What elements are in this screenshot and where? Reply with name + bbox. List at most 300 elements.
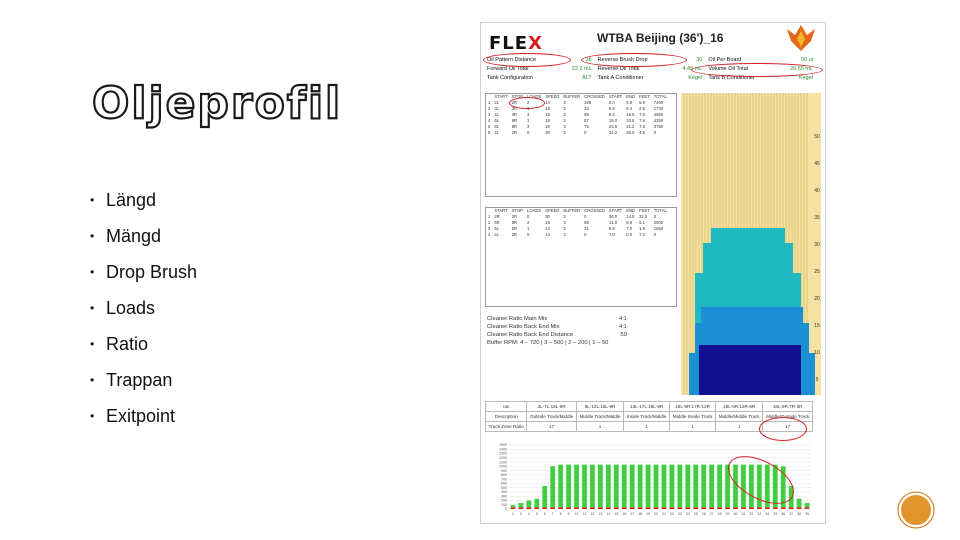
table-cell: 0 [584, 214, 587, 219]
table-cell: 14 [545, 232, 550, 237]
table-cell: 3 [488, 226, 491, 231]
bar-segment [630, 465, 635, 508]
table-cell: 30 [545, 214, 550, 219]
table-cell: 3 [563, 220, 566, 225]
table-cell: TOTAL [653, 208, 667, 213]
annotation-oval-ratio [759, 417, 807, 441]
table-cell: 3 [488, 112, 491, 117]
table-cell: TOTAL [653, 94, 667, 99]
zone-cell: 18L-9R:12R-8R [716, 402, 763, 412]
table-cell: 75 [584, 124, 589, 129]
x-tick-label: 11 [582, 512, 587, 516]
bar-segment [511, 507, 516, 509]
table-cell: 3 [563, 214, 566, 219]
bar-segment [582, 507, 587, 509]
bar-segment [590, 507, 595, 509]
y-tick-label: 1200 [499, 456, 507, 460]
x-tick-label: 25 [693, 512, 698, 516]
table-cell: 33 [584, 106, 589, 111]
bar-segment [765, 507, 770, 509]
ratio-label: Cleaner Ratio Back End Mix [487, 324, 560, 330]
table-cell: 18 [545, 112, 550, 117]
buffer-rpm: Buffer RPM: 4 – 720 | 3 – 500 | 2 – 200 | 1 – 50 [487, 340, 609, 346]
table-cell: END [626, 94, 636, 99]
table-cell: CROSSED [584, 94, 605, 99]
table-cell: 4 [488, 118, 491, 123]
table-cell: 16.0 [626, 112, 635, 117]
bar-segment [566, 465, 571, 508]
bar-segment [606, 465, 611, 508]
y-tick-label: 1400 [499, 447, 507, 452]
y-tick-label: 0 [505, 507, 507, 512]
x-tick-label: 24 [685, 512, 690, 516]
bar-segment [662, 465, 667, 508]
bar-segment [511, 505, 516, 507]
bar-segment [717, 507, 722, 509]
table-cell: 3 [563, 130, 566, 135]
bar-segment [534, 499, 539, 508]
table-cell: END [626, 208, 636, 213]
table-cell: 5.9 [626, 100, 633, 105]
pattern-scale-label: 30 [814, 242, 820, 248]
table-cell: 18 [545, 220, 550, 225]
x-tick-label: 34 [765, 512, 770, 516]
table-cell: 18 [545, 124, 550, 129]
bar-segment [741, 507, 746, 509]
y-tick-label: 900 [501, 468, 507, 473]
info-value: 4.45 mL [682, 66, 703, 72]
reverse-table [486, 208, 669, 238]
y-tick-label: 100 [501, 502, 507, 507]
cleaner-ratios [487, 315, 675, 347]
table-cell: 4.8 [639, 130, 645, 135]
x-tick-label: 19 [646, 512, 651, 516]
table-cell: 2 [488, 106, 491, 111]
table-cell: 2R [511, 130, 518, 135]
x-tick-label: 5 [535, 512, 538, 516]
bar-segment [614, 465, 619, 508]
bar-segment [519, 503, 524, 507]
x-tick-label: 16 [622, 512, 627, 516]
x-tick-label: 22 [669, 512, 674, 516]
bar-segment [797, 499, 802, 508]
bar-segment [781, 507, 786, 509]
table-cell: 7400 [653, 100, 664, 105]
table-cell: 7.6 [639, 118, 645, 123]
table-cell: 18 [545, 106, 550, 111]
bullet-dot: • [90, 193, 95, 207]
info-label: Reverse Brush Drop [597, 57, 648, 63]
bullet-list [90, 188, 197, 440]
ratio-value: 59 [620, 332, 627, 338]
table-cell: 6R [494, 220, 500, 225]
x-tick-label: 39 [805, 512, 810, 516]
pattern-scale-label: 20 [814, 296, 820, 302]
annotation-oval-brush-drop [581, 53, 687, 67]
pattern-scale-label: 35 [814, 215, 820, 221]
table-cell: 2L [494, 232, 500, 237]
x-tick-label: 26 [701, 512, 706, 516]
zone-cell: Inside Track/Middle [624, 412, 670, 422]
table-cell: 31.2 [626, 124, 635, 129]
table-cell: 7.6 [639, 124, 645, 129]
zone-cell: 1 [576, 422, 623, 432]
x-tick-label: 38 [797, 512, 802, 516]
table-cell: 1730 [653, 106, 664, 111]
pattern-scale-label: 40 [814, 188, 820, 194]
bar-segment [685, 507, 690, 509]
x-tick-label: 33 [757, 512, 762, 516]
table-cell: 3 [563, 226, 566, 231]
bar-segment [558, 507, 563, 509]
table-cell: 7.6 [639, 112, 645, 117]
table-cell: 14.0 [626, 214, 635, 219]
zone-cell: 17 [527, 422, 577, 432]
bar-segment [677, 507, 682, 509]
x-tick-label: 12 [590, 512, 595, 516]
bar-segment [789, 507, 794, 509]
y-tick-label: 800 [501, 473, 507, 478]
table-cell: 31 [584, 226, 589, 231]
bullet-text: Mängd [106, 226, 162, 246]
info-label: Tank A Conditioner [597, 75, 644, 81]
x-tick-label: 10 [574, 512, 579, 516]
info-value: 30 [696, 57, 703, 63]
table-cell: STOP [511, 208, 524, 213]
table-cell: 2.5 [639, 106, 645, 111]
x-tick-label: 17 [630, 512, 635, 516]
x-tick-label: 32 [749, 512, 754, 516]
zone-cell: Description [486, 412, 527, 422]
table-cell: 6R [511, 118, 518, 123]
info-value: ALT [581, 75, 592, 81]
ratio-value: 4:1 [618, 316, 627, 322]
table-cell: 2L [494, 130, 500, 135]
table-cell: 8.4 [626, 106, 633, 111]
table-cell: 8.9 [608, 226, 615, 231]
zone-cell: Middle Track/Middle [576, 412, 623, 422]
table-cell: LOADS [527, 94, 542, 99]
zone-cell: 18L-9R:17R-13R [670, 402, 716, 412]
bullet-dot: • [90, 409, 95, 423]
x-tick-label: 3 [519, 512, 522, 516]
ratio-value: 4:1 [618, 324, 627, 330]
table-cell: 1 [488, 214, 491, 219]
ratio-row [487, 323, 627, 331]
bar-segment [542, 507, 547, 509]
table-cell: 2R [511, 214, 518, 219]
table-cell: 0 [527, 214, 530, 219]
zone-cell: 1 [624, 422, 670, 432]
x-tick-label: 9 [567, 512, 570, 516]
table-cell: 0 [584, 130, 587, 135]
table-cell: 26 [545, 130, 550, 135]
table-cell: 2 [488, 220, 491, 225]
table-cell: CROSSED [584, 208, 605, 213]
table-cell: 3 [563, 124, 566, 129]
table-cell: 2R [494, 214, 500, 219]
bar-segment [709, 465, 714, 508]
table-cell: 4 [488, 232, 491, 237]
table-cell: STOP [511, 94, 524, 99]
table-row [486, 232, 669, 238]
bar-segment [614, 507, 619, 509]
bullet-item [90, 404, 197, 440]
pattern-title: WTBA Beijing (36')_16 [597, 31, 724, 45]
bar-segment [534, 507, 539, 509]
bar-segment [717, 465, 722, 508]
bar-segment [693, 507, 698, 509]
bullet-dot: • [90, 229, 95, 243]
x-tick-label: 2 [511, 512, 514, 516]
table-cell: 8.9 [626, 220, 633, 225]
table-cell: 3 [563, 232, 566, 237]
table-cell: 4350 [653, 118, 664, 123]
oil-pattern-graph [681, 93, 821, 395]
logo-text: FLE [489, 33, 529, 54]
x-tick-label: 6 [543, 512, 546, 516]
bar-segment [701, 507, 706, 509]
bullet-item [90, 224, 197, 260]
bar-segment [654, 465, 659, 508]
bullet-item [90, 188, 197, 224]
table-cell: 0.0 [608, 100, 615, 105]
y-tick-label: 700 [501, 477, 507, 482]
table-cell: 0 [653, 130, 657, 135]
bullet-item [90, 260, 197, 296]
bar-segment [638, 465, 643, 508]
reverse-pass-table [485, 207, 677, 307]
pattern-scale-label: 10 [814, 350, 820, 356]
x-tick-label: 23 [677, 512, 682, 516]
table-cell: SPEED [545, 94, 560, 99]
table-cell: 58 [584, 220, 589, 225]
table-cell: 99 [584, 112, 589, 117]
x-tick-label: 21 [661, 512, 666, 516]
info-value: Kegel [688, 75, 703, 81]
y-tick-label: 1500 [499, 443, 507, 448]
zone-cell: 13L-17L:18L-9R [624, 402, 670, 412]
pattern-scale-label: 50 [814, 134, 820, 140]
table-cell: 3750 [653, 124, 664, 129]
zone-cell: 1 [716, 422, 763, 432]
table-cell: 7.0 [626, 226, 633, 231]
zone-cell: 18L-9R:7R-3R [763, 402, 813, 412]
table-cell: 3 [563, 118, 566, 123]
table-cell: 5L [494, 226, 500, 231]
table-cell: 4950 [653, 112, 664, 117]
ratio-row [487, 331, 627, 339]
bar-segment [550, 466, 555, 507]
bar-segment [797, 507, 802, 509]
zone-cell: 17 [763, 422, 813, 432]
table-cell: 14.0 [608, 220, 618, 225]
table-cell: 36.0 [608, 214, 618, 219]
info-value: 50 ul [801, 57, 814, 63]
y-tick-label: 300 [501, 494, 507, 499]
table-cell: 4L [494, 112, 500, 117]
x-tick-label: 18 [638, 512, 643, 516]
bullet-text: Längd [106, 190, 157, 210]
table-cell: 0 [653, 232, 657, 237]
table-cell: BUFFER [563, 208, 581, 213]
table-cell: 23.6 [626, 118, 635, 123]
table-cell: 7.0 [608, 232, 615, 237]
bullet-dot: • [90, 301, 95, 315]
x-tick-label: 8 [559, 512, 562, 516]
table-cell: 3 [563, 106, 566, 111]
info-label: Volume Oil Total [708, 66, 748, 72]
logo-accent: X [528, 33, 543, 54]
table-cell: 14 [545, 100, 550, 105]
forward-pass-table [485, 93, 677, 197]
table-cell: 168 [584, 100, 592, 105]
bar-segment [526, 507, 531, 509]
table-cell: 23.6 [608, 124, 618, 129]
zone-cell: Outside Track/Middle [527, 412, 577, 422]
info-label: Forward Oil Total [487, 66, 529, 72]
table-cell: 3L [494, 106, 500, 111]
table-cell: 5.1 [639, 220, 645, 225]
table-cell: 2L [494, 100, 500, 105]
bar-segment [805, 507, 810, 509]
bar-segment [685, 465, 690, 508]
info-cell [487, 75, 598, 83]
info-cell [487, 66, 598, 74]
y-tick-label: 1000 [499, 464, 507, 469]
bar-segment [670, 507, 675, 509]
zone-cell: Middle Inside Track [670, 412, 716, 422]
table-cell: 7.0 [639, 232, 645, 237]
bullet-item [90, 296, 197, 332]
table-cell: 6 [488, 130, 491, 135]
bar-segment [590, 465, 595, 508]
table-cell: LOADS [527, 208, 542, 213]
table-cell: 2R [511, 232, 518, 237]
info-label: Reverse Oil Total [597, 66, 640, 72]
x-tick-label: 29 [725, 512, 730, 516]
x-tick-label: 13 [598, 512, 603, 516]
slide-ornament-icon [897, 491, 935, 529]
table-cell: 8R [511, 124, 518, 129]
bar-segment [646, 507, 651, 509]
x-tick-label: 36 [781, 512, 786, 516]
x-tick-label: 14 [606, 512, 611, 516]
table-cell: 8.4 [608, 112, 615, 117]
table-cell: 1 [527, 226, 530, 231]
bar-segment [725, 507, 730, 509]
bar-segment [574, 507, 579, 509]
table-cell: 1.9 [639, 226, 645, 231]
info-label: Oil Per Board [708, 57, 742, 63]
zone-cell: 3L-7L:18L-9R [527, 402, 577, 412]
pattern-scale-label: 45 [814, 161, 820, 167]
bar-segment [550, 507, 555, 509]
table-cell: 0 [527, 130, 530, 135]
bullet-text: Trappan [106, 370, 173, 390]
bullet-item [90, 368, 197, 404]
y-tick-label: 400 [501, 490, 507, 495]
table-cell: 3R [511, 106, 518, 111]
oil-pattern-sheet [480, 22, 826, 524]
y-tick-label: 200 [501, 498, 507, 503]
y-tick-label: 500 [501, 485, 507, 490]
table-cell: START [608, 208, 623, 213]
zone-cell: ran [486, 402, 527, 412]
zone-cell: 1 [670, 422, 716, 432]
info-label: Oil Pattern Distance [487, 57, 536, 63]
bar-segment [693, 465, 698, 508]
bullet-text: Drop Brush [106, 262, 198, 282]
info-cell [598, 75, 709, 83]
info-value: 36 [585, 57, 592, 63]
ratio-row [487, 315, 627, 323]
table-cell: 0 [653, 214, 657, 219]
bar-segment [598, 507, 603, 509]
bar-segment [757, 507, 762, 509]
table-cell: BUFFER [563, 94, 581, 99]
x-tick-label: 15 [614, 512, 619, 516]
table-cell: 0 [527, 232, 530, 237]
bar-segment [638, 507, 643, 509]
bullet-text: Loads [106, 298, 156, 318]
table-cell: 5.9 [608, 106, 615, 111]
ratio-label: Cleaner Ratio Back End Distance [487, 332, 574, 338]
bar-segment [646, 465, 651, 508]
table-cell: 5 [488, 124, 491, 129]
pattern-dark-layer [699, 345, 801, 395]
x-tick-label: 20 [654, 512, 659, 516]
table-cell: 6L [494, 118, 500, 123]
bullet-dot: • [90, 337, 95, 351]
x-tick-label: 31 [741, 512, 746, 516]
table-cell: FEET [639, 94, 650, 99]
bar-segment [662, 507, 667, 509]
table-cell: 8L [494, 124, 500, 129]
table-cell: 14 [545, 226, 550, 231]
bar-segment [749, 507, 754, 509]
table-cell: 31.2 [608, 130, 618, 135]
table-cell: 3 [563, 100, 566, 105]
bullet-item [90, 332, 197, 368]
bar-segment [622, 465, 627, 508]
info-label: Tank B Conditioner [708, 75, 755, 81]
kegel-emblem-icon [781, 23, 821, 55]
table-cell: 2R [511, 100, 518, 105]
table-cell: 0.0 [626, 232, 633, 237]
annotation-oval-loads [509, 97, 545, 109]
bar-segment [709, 507, 714, 509]
bullet-dot: • [90, 373, 95, 387]
x-tick-label: 30 [733, 512, 738, 516]
bar-segment [582, 465, 587, 508]
table-cell: 4R [511, 112, 518, 117]
bar-segment [574, 465, 579, 508]
table-cell: FEET [639, 208, 650, 213]
annotation-oval-distance [483, 53, 571, 67]
bar-segment [773, 507, 778, 509]
bar-segment [677, 465, 682, 508]
table-cell: 3 [527, 124, 530, 129]
table-cell: 2 [527, 220, 530, 225]
x-tick-label: 28 [717, 512, 722, 516]
table-cell: 1 [488, 100, 491, 105]
table-cell: 5R [511, 226, 518, 231]
x-tick-label: 35 [773, 512, 778, 516]
bar-segment [630, 507, 635, 509]
flex-logo [489, 33, 543, 54]
bar-segment [606, 507, 611, 509]
